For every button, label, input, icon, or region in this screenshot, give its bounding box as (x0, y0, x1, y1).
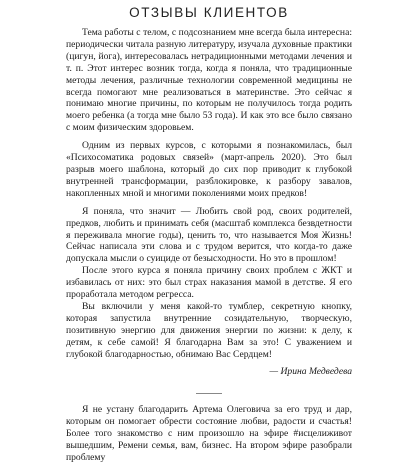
testimonial-1 (66, 27, 352, 378)
paragraph: Тема работы с телом, с подсознанием мне всегда была интересна: периодически читала разную литературу, изучала духовные практики (цигун, йога), интересовалась нетрадиционными методами лечения и т. п. Этот интерес возник тогда, когда я поняла, что традиционные методы лечения, различные технологии современной медицины не всегда помогают мне реализоваться в материнстве. Это сейчас я понимаю многие причины, по которым не получилось тогда родить моего ребенка (а тогда мне было 53 года). И как это все было связано с моим физическим здоровьем. (66, 27, 352, 134)
section-divider (196, 393, 222, 394)
paragraph: Я поняла, что значит — Любить свой род, своих родителей, предков, любить и принимать себя (масштаб комплекса безвдетности я переживала многие годы), ценить то, что называется Моя Жизнь! Сейчас написала эти слова и с трудом верится, что когда-то даже допускала мысли о суициде от безысходности. Но это в прошлом! (66, 205, 352, 265)
paragraph: Одним из первых курсов, с которыми я познакомилась, был «Психосоматика родовых связей» (март-апрель 2020). Это был разрыв моего шаблона, который до сих пор приводит к глубокой внутренней трансформации, разблокировке, к разбору завалов, накопленных мной и многими поколениями моих предков! (66, 140, 352, 199)
testimonial-2 (66, 404, 352, 464)
paragraph: Вы включили у меня какой-то тумблер, секретную кнопку, которая запустила внутренние созидательную, творческую, позитивную энергию для движения энергии по жизни: к делу, к детям, к себе самой! Я благодарна Вам за это! С уважением и глубокой благодарностью, обнимаю Вас Сердцем! (66, 300, 352, 360)
testimonial-signature: — Ирина Медведева (269, 366, 352, 378)
running-head-title: ОТЗЫВЫ КЛИЕНТОВ (129, 5, 289, 20)
paragraph: Я не устану благодарить Артема Олеговича за его труд и дар, которым он помогает обрести состояние любви, радости и счастья! Более того знакомство с ним произошло на эфире #исцелиживот вышедшим, Ремени семья, вам, бизнес. На втором эфире разобрали проблему (66, 404, 352, 464)
paragraph: После этого курса я поняла причину своих проблем с ЖКТ и избавилась от них: это был страх наказания мамой в детстве. Я его проработала методом регресса. (66, 265, 352, 301)
